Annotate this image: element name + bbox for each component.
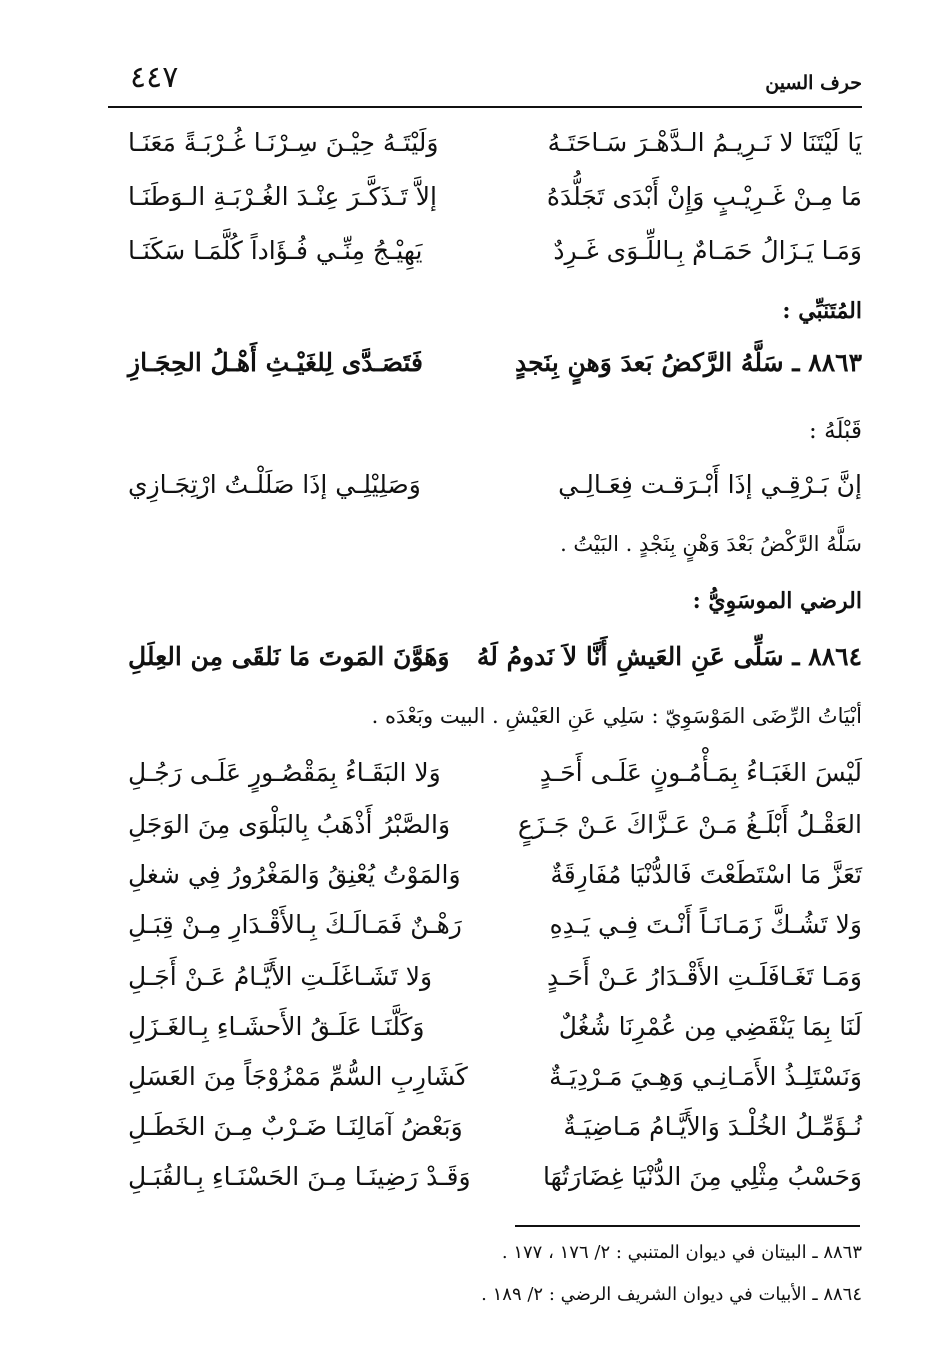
page-number: ٤٤٧ <box>130 60 179 95</box>
second-hemistich: وَبَعْضُ آمَالِنَـا ضَـرْبٌ مِـنَ الخَطَـلِ <box>128 1112 463 1141</box>
second-hemistich: كَشَارِبِ السُّمِّ مَمْزُوْجَاً مِنَ العَسَلِ <box>128 1062 468 1091</box>
footnote: ٨٨٦٣ ـ البيتان في ديوان المتنبي : ٢/ ١٧٦ ، ١٧٧ . <box>501 1242 862 1263</box>
prose-line: أبْيَاتُ الرِّضَى المَوْسَوِيّ : سَلِي عَنِ العَيْشِ . البيت وبَعْدَه . <box>371 704 862 728</box>
second-hemistich: وَلا تَشَـاغَلَـتِ الأَيَّـامُ عَـنْ أَجَـلِ <box>128 962 433 991</box>
poet-label: الرضي الموسَوِيُّ : <box>692 588 862 614</box>
second-hemistich: وَالصَّبْرُ أَذْهَبُ بِالبَلْوَى مِنَ الوَجَلِ <box>128 810 451 839</box>
second-hemistich: وَلَيْتَـهُ حِيْـنَ سِـرْنَـا غُـرْبَـةً مَعَنَـا <box>128 128 439 157</box>
second-hemistich: وَهَوَّنَ المَوتَ مَا نَلقَى مِن العِلَلِ <box>128 642 450 671</box>
first-hemistich: وَلا تَشُـكَّ زَمَـانَـاً أَنْـتَ فِـي يَـدِهِ <box>549 910 862 939</box>
first-hemistich: وَمَـا تَغَـافَلَـتِ الأَقْـدَارُ عَـنْ أَحَـدٍ <box>547 962 862 991</box>
second-hemistich: وَالمَوْتُ يُعْنِقُ وَالمَغْرُورُ فِي شغلِ <box>128 860 461 889</box>
first-hemistich: يَا لَيْتَنَا لا نَـرِيـمُ الـدَّهْـرَ سَـاحَتَـهُ <box>547 128 862 157</box>
first-hemistich: وَنَسْتَلِـذُ الأَمَـانِـي وَهِـيَ مَـرْدِيَـةٌ <box>549 1062 862 1091</box>
first-hemistich: تَعَزَّ مَا اسْتَطَعْتَ فَالدُّنْيَا مُفَارِقَةٌ <box>550 860 862 889</box>
second-hemistich: وَصَلِيْلِـي إذَا صَلَلْـتُ ارْتِجَـازِي <box>128 470 421 499</box>
first-hemistich: ٨٨٦٣ ـ سَلَّهُ الرَّكضُ بَعدَ وَهنٍ بِنَجدٍ <box>515 348 862 377</box>
first-hemistich: مَا مِـنْ غَـرِيْـبٍ وَإِنْ أَبْدَى تَجَلُّدَهُ <box>546 182 862 211</box>
first-hemistich: إنَّ بَـرْقِـي إذَا أَبْـرَقـت فِعَـالِـي <box>558 470 862 499</box>
second-hemistich: يَهِيْـجُ مِنِّـي فُـؤَاداً كُلَّمَـا سَكَنَـا <box>128 236 423 265</box>
first-hemistich: العَقْـلُ أَبْلَـغُ مَـنْ عَـزَّاكَ عَـنْ جَـزَعٍ <box>517 810 862 839</box>
header-divider <box>108 106 862 108</box>
first-hemistich: نُـؤَمِّـلُ الخُلْـدَ وَالأَيَّـامُ مَـاضِيَـةٌ <box>563 1112 862 1141</box>
first-hemistich: لَيْسَ الغَبَـاءُ بِمَـأْمُـونٍ عَلَـى أَحَـدٍ <box>539 758 862 787</box>
poet-label: المُتَنَبِّي : <box>782 298 862 324</box>
second-hemistich: رَهْـنٌ فَمَـالَـكَ بِـالأَقْـدَارِ مِـنْ قِبَـلِ <box>128 910 462 939</box>
first-hemistich: لَنَا بِمَا يَنْقَضِي مِن عُمْرِنَا شُغُلٌ <box>558 1012 862 1041</box>
first-hemistich: وَحَسْبُ مِثْلِي مِنَ الدُّنْيَا غِضَارَتُهَا <box>543 1162 862 1191</box>
first-hemistich: ٨٨٦٤ ـ سَلِّى عَنِ العَيشِ أَنَّا لاَ نَدومُ لَهُ <box>476 642 862 671</box>
page-header <box>120 60 862 106</box>
chapter-title: حرف السين <box>765 72 862 94</box>
second-hemistich: وَقَـدْ رَضِينَـا مِـنَ الحَسْنَـاءِ بِـالقُبَـلِ <box>128 1162 471 1191</box>
second-hemistich: وَلا البَقَـاءُ بِمَقْصُـورٍ عَلَـى رَجُـلِ <box>128 758 441 787</box>
second-hemistich: فَتَصَـدَّى لِلغَيْـثِ أَهْـلُ الحِجَـازِ <box>128 348 423 377</box>
before-label: قَبْلَهُ : <box>809 418 862 444</box>
footnote-divider <box>515 1225 860 1227</box>
second-hemistich: إلاَّ تَـذَكَّـرَ عِنْـدَ الغُـرْبَـةِ الـوَطَنَـا <box>128 182 437 211</box>
prose-line: سَلَّهُ الرَّكْضُ بَعْدَ وَهْنٍ بِنَجْدٍ . البَيْتُ . <box>560 532 862 556</box>
second-hemistich: وَكَلَّنَـا عَلَـقُ الأَحشَـاءِ بِـالغَـزَلِ <box>128 1012 425 1041</box>
footnote: ٨٨٦٤ ـ الأبيات في ديوان الشريف الرضي : ٢/ ١٨٩ . <box>481 1284 862 1305</box>
first-hemistich: وَمَـا يَـزَالُ حَمَـامٌ بِـاللِّـوَى غَـرِدٌ <box>553 236 862 265</box>
